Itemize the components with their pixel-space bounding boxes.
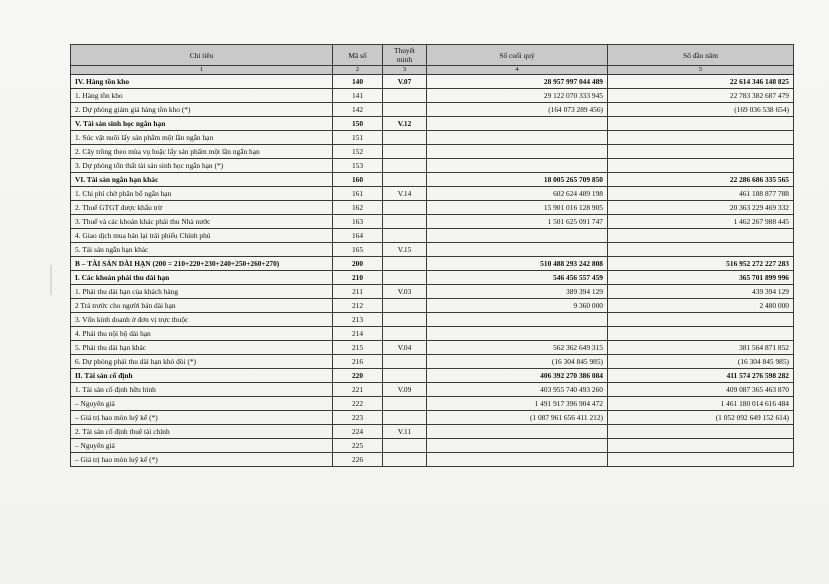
row-end-of-quarter-value bbox=[427, 229, 608, 243]
row-start-of-year-value: 22 614 346 148 825 bbox=[608, 75, 794, 89]
table-row bbox=[71, 299, 794, 313]
row-note bbox=[383, 397, 427, 411]
row-end-of-quarter-value bbox=[427, 159, 608, 173]
row-start-of-year-value: 20 363 229 469 332 bbox=[608, 201, 794, 215]
column-index-row bbox=[71, 66, 794, 75]
row-indicator: 1. Tài sản cố định hữu hình bbox=[71, 383, 333, 397]
row-code: 162 bbox=[333, 201, 383, 215]
column-index: 5 bbox=[608, 66, 794, 75]
row-code: 161 bbox=[333, 187, 383, 201]
row-note bbox=[383, 327, 427, 341]
row-note: V.15 bbox=[383, 243, 427, 257]
row-code: 225 bbox=[333, 439, 383, 453]
row-note bbox=[383, 89, 427, 103]
row-code: 214 bbox=[333, 327, 383, 341]
row-code: 212 bbox=[333, 299, 383, 313]
column-index: 3 bbox=[383, 66, 427, 75]
row-end-of-quarter-value bbox=[427, 243, 608, 257]
table-row bbox=[71, 285, 794, 299]
table-row bbox=[71, 327, 794, 341]
row-end-of-quarter-value: 1 501 625 091 747 bbox=[427, 215, 608, 229]
table-row bbox=[71, 383, 794, 397]
row-indicator: 2. Dự phòng giảm giá hàng tồn kho (*) bbox=[71, 103, 333, 117]
table-row bbox=[71, 243, 794, 257]
row-indicator: 5. Phải thu dài hạn khác bbox=[71, 341, 333, 355]
row-note bbox=[383, 257, 427, 271]
row-end-of-quarter-value bbox=[427, 131, 608, 145]
row-code: 165 bbox=[333, 243, 383, 257]
row-end-of-quarter-value: 562 362 649 315 bbox=[427, 341, 608, 355]
table-row bbox=[71, 75, 794, 89]
row-note bbox=[383, 271, 427, 285]
row-end-of-quarter-value bbox=[427, 425, 608, 439]
row-indicator: 4. Phải thu nội bộ dài hạn bbox=[71, 327, 333, 341]
row-code: 224 bbox=[333, 425, 383, 439]
row-indicator: 6. Dự phòng phải thu dài hạn khó đòi (*) bbox=[71, 355, 333, 369]
row-note bbox=[383, 103, 427, 117]
row-note: V.11 bbox=[383, 425, 427, 439]
row-note bbox=[383, 215, 427, 229]
column-index: 1 bbox=[71, 66, 333, 75]
row-end-of-quarter-value: 403 955 740 493 260 bbox=[427, 383, 608, 397]
row-start-of-year-value: (169 036 538 654) bbox=[608, 103, 794, 117]
row-indicator: I. Các khoản phải thu dài hạn bbox=[71, 271, 333, 285]
row-code: 163 bbox=[333, 215, 383, 229]
row-note bbox=[383, 159, 427, 173]
row-indicator: 1. Chi phí chờ phân bổ ngắn hạn bbox=[71, 187, 333, 201]
row-indicator: 1. Hàng tồn kho bbox=[71, 89, 333, 103]
row-code: 152 bbox=[333, 145, 383, 159]
table-row bbox=[71, 145, 794, 159]
row-end-of-quarter-value: (1 087 961 656 411 212) bbox=[427, 411, 608, 425]
table-row bbox=[71, 187, 794, 201]
table-row bbox=[71, 355, 794, 369]
header-start-of-year: Số đầu năm bbox=[608, 45, 794, 66]
scan-margin-mark bbox=[50, 265, 52, 295]
row-indicator: 3. Thuế và các khoản khác phải thu Nhà nước bbox=[71, 215, 333, 229]
table-row bbox=[71, 439, 794, 453]
row-note bbox=[383, 369, 427, 383]
row-code: 153 bbox=[333, 159, 383, 173]
row-indicator: 2. Cây trồng theo mùa vụ hoặc lấy sản phẩm một lần ngắn hạn bbox=[71, 145, 333, 159]
column-index: 2 bbox=[333, 66, 383, 75]
row-start-of-year-value: 22 783 382 687 479 bbox=[608, 89, 794, 103]
table-row bbox=[71, 313, 794, 327]
row-end-of-quarter-value: 546 456 557 459 bbox=[427, 271, 608, 285]
row-code: 151 bbox=[333, 131, 383, 145]
row-indicator: II. Tài sản cố định bbox=[71, 369, 333, 383]
table-row bbox=[71, 201, 794, 215]
row-code: 210 bbox=[333, 271, 383, 285]
row-end-of-quarter-value bbox=[427, 439, 608, 453]
table-row bbox=[71, 215, 794, 229]
row-code: 140 bbox=[333, 75, 383, 89]
row-code: 213 bbox=[333, 313, 383, 327]
row-start-of-year-value bbox=[608, 131, 794, 145]
row-start-of-year-value bbox=[608, 439, 794, 453]
row-end-of-quarter-value: 406 392 270 386 084 bbox=[427, 369, 608, 383]
row-end-of-quarter-value: 15 901 016 128 905 bbox=[427, 201, 608, 215]
table-row bbox=[71, 103, 794, 117]
row-indicator: 2. Tài sản cố định thuê tài chính bbox=[71, 425, 333, 439]
row-start-of-year-value: 365 701 899 996 bbox=[608, 271, 794, 285]
row-note bbox=[383, 453, 427, 467]
row-end-of-quarter-value: 389 394 129 bbox=[427, 285, 608, 299]
row-indicator: – Nguyên giá bbox=[71, 439, 333, 453]
row-note: V.07 bbox=[383, 75, 427, 89]
row-start-of-year-value bbox=[608, 159, 794, 173]
row-end-of-quarter-value bbox=[427, 453, 608, 467]
table-row bbox=[71, 271, 794, 285]
row-start-of-year-value bbox=[608, 453, 794, 467]
table-row bbox=[71, 425, 794, 439]
row-start-of-year-value bbox=[608, 327, 794, 341]
row-start-of-year-value bbox=[608, 313, 794, 327]
table-row bbox=[71, 117, 794, 131]
column-index: 4 bbox=[427, 66, 608, 75]
row-start-of-year-value: 1 461 180 014 616 484 bbox=[608, 397, 794, 411]
row-note bbox=[383, 299, 427, 313]
row-indicator: – Giá trị hao mòn luỹ kế (*) bbox=[71, 453, 333, 467]
row-note: V.12 bbox=[383, 117, 427, 131]
row-end-of-quarter-value bbox=[427, 145, 608, 159]
row-indicator: 1. Súc vật nuôi lấy sản phẩm một lần ngắn hạn bbox=[71, 131, 333, 145]
row-code: 164 bbox=[333, 229, 383, 243]
row-note: V.04 bbox=[383, 341, 427, 355]
table-row bbox=[71, 257, 794, 271]
row-end-of-quarter-value: 9 360 000 bbox=[427, 299, 608, 313]
row-code: 220 bbox=[333, 369, 383, 383]
row-code: 226 bbox=[333, 453, 383, 467]
row-end-of-quarter-value: 28 957 997 044 489 bbox=[427, 75, 608, 89]
row-note bbox=[383, 145, 427, 159]
balance-sheet-table bbox=[70, 44, 794, 467]
row-start-of-year-value: 409 087 365 463 870 bbox=[608, 383, 794, 397]
row-note bbox=[383, 229, 427, 243]
row-code: 221 bbox=[333, 383, 383, 397]
row-start-of-year-value bbox=[608, 425, 794, 439]
row-indicator: 5. Tài sản ngắn hạn khác bbox=[71, 243, 333, 257]
row-start-of-year-value: (1 052 092 649 152 614) bbox=[608, 411, 794, 425]
row-indicator: V. Tài sản sinh học ngắn hạn bbox=[71, 117, 333, 131]
row-start-of-year-value bbox=[608, 145, 794, 159]
row-code: 222 bbox=[333, 397, 383, 411]
table-row bbox=[71, 341, 794, 355]
row-end-of-quarter-value: 510 488 293 242 808 bbox=[427, 257, 608, 271]
table-row bbox=[71, 173, 794, 187]
row-indicator: 1. Phải thu dài hạn của khách hàng bbox=[71, 285, 333, 299]
table-row bbox=[71, 411, 794, 425]
header-end-of-quarter: Số cuối quý bbox=[427, 45, 608, 66]
table-row bbox=[71, 397, 794, 411]
row-indicator: 4. Giao dịch mua bán lại trái phiếu Chính phủ bbox=[71, 229, 333, 243]
row-note bbox=[383, 355, 427, 369]
row-indicator: IV. Hàng tồn kho bbox=[71, 75, 333, 89]
row-indicator: – Giá trị hao mòn luỹ kế (*) bbox=[71, 411, 333, 425]
row-note bbox=[383, 173, 427, 187]
row-end-of-quarter-value: 602 624 489 198 bbox=[427, 187, 608, 201]
row-start-of-year-value bbox=[608, 229, 794, 243]
row-start-of-year-value: 381 564 871 852 bbox=[608, 341, 794, 355]
row-end-of-quarter-value: 18 005 265 709 850 bbox=[427, 173, 608, 187]
row-start-of-year-value: 411 574 276 598 282 bbox=[608, 369, 794, 383]
row-start-of-year-value: 516 952 272 227 283 bbox=[608, 257, 794, 271]
row-code: 215 bbox=[333, 341, 383, 355]
row-indicator: 2 Trả trước cho người bán dài hạn bbox=[71, 299, 333, 313]
row-code: 200 bbox=[333, 257, 383, 271]
table-row bbox=[71, 369, 794, 383]
row-indicator: B – TÀI SẢN DÀI HẠN (200 = 210+220+230+240+250+260+270) bbox=[71, 257, 333, 271]
row-end-of-quarter-value: (16 304 845 985) bbox=[427, 355, 608, 369]
row-code: 142 bbox=[333, 103, 383, 117]
row-end-of-quarter-value bbox=[427, 313, 608, 327]
header-code: Mã số bbox=[333, 45, 383, 66]
row-start-of-year-value: 461 188 877 788 bbox=[608, 187, 794, 201]
row-start-of-year-value bbox=[608, 117, 794, 131]
header-row bbox=[71, 45, 794, 66]
row-code: 141 bbox=[333, 89, 383, 103]
row-code: 223 bbox=[333, 411, 383, 425]
row-start-of-year-value: 439 394 129 bbox=[608, 285, 794, 299]
row-note bbox=[383, 439, 427, 453]
table-row bbox=[71, 131, 794, 145]
row-note: V.09 bbox=[383, 383, 427, 397]
header-note: Thuyết minh bbox=[383, 45, 427, 66]
row-note: V.14 bbox=[383, 187, 427, 201]
row-start-of-year-value bbox=[608, 243, 794, 257]
table-row bbox=[71, 229, 794, 243]
row-end-of-quarter-value bbox=[427, 117, 608, 131]
row-note bbox=[383, 411, 427, 425]
row-indicator: 2. Thuế GTGT được khấu trừ bbox=[71, 201, 333, 215]
row-code: 160 bbox=[333, 173, 383, 187]
row-note bbox=[383, 131, 427, 145]
row-code: 211 bbox=[333, 285, 383, 299]
row-start-of-year-value: 22 286 686 335 565 bbox=[608, 173, 794, 187]
row-end-of-quarter-value: (164 073 289 456) bbox=[427, 103, 608, 117]
row-end-of-quarter-value: 29 122 070 333 945 bbox=[427, 89, 608, 103]
row-end-of-quarter-value bbox=[427, 327, 608, 341]
row-note bbox=[383, 313, 427, 327]
row-start-of-year-value: 2 480 000 bbox=[608, 299, 794, 313]
header-indicator: Chỉ tiêu bbox=[71, 45, 333, 66]
row-indicator: VI. Tài sản ngắn hạn khác bbox=[71, 173, 333, 187]
row-note: V.03 bbox=[383, 285, 427, 299]
table-row bbox=[71, 159, 794, 173]
row-indicator: 3. Dự phòng tổn thất tài sản sinh học ngắn hạn (*) bbox=[71, 159, 333, 173]
row-note bbox=[383, 201, 427, 215]
row-indicator: 3. Vốn kinh doanh ở đơn vị trực thuộc bbox=[71, 313, 333, 327]
table-row bbox=[71, 453, 794, 467]
row-code: 216 bbox=[333, 355, 383, 369]
row-end-of-quarter-value: 1 491 917 396 904 472 bbox=[427, 397, 608, 411]
row-start-of-year-value: (16 304 845 985) bbox=[608, 355, 794, 369]
row-code: 150 bbox=[333, 117, 383, 131]
row-indicator: – Nguyên giá bbox=[71, 397, 333, 411]
row-start-of-year-value: 1 462 267 988 445 bbox=[608, 215, 794, 229]
table-row bbox=[71, 89, 794, 103]
